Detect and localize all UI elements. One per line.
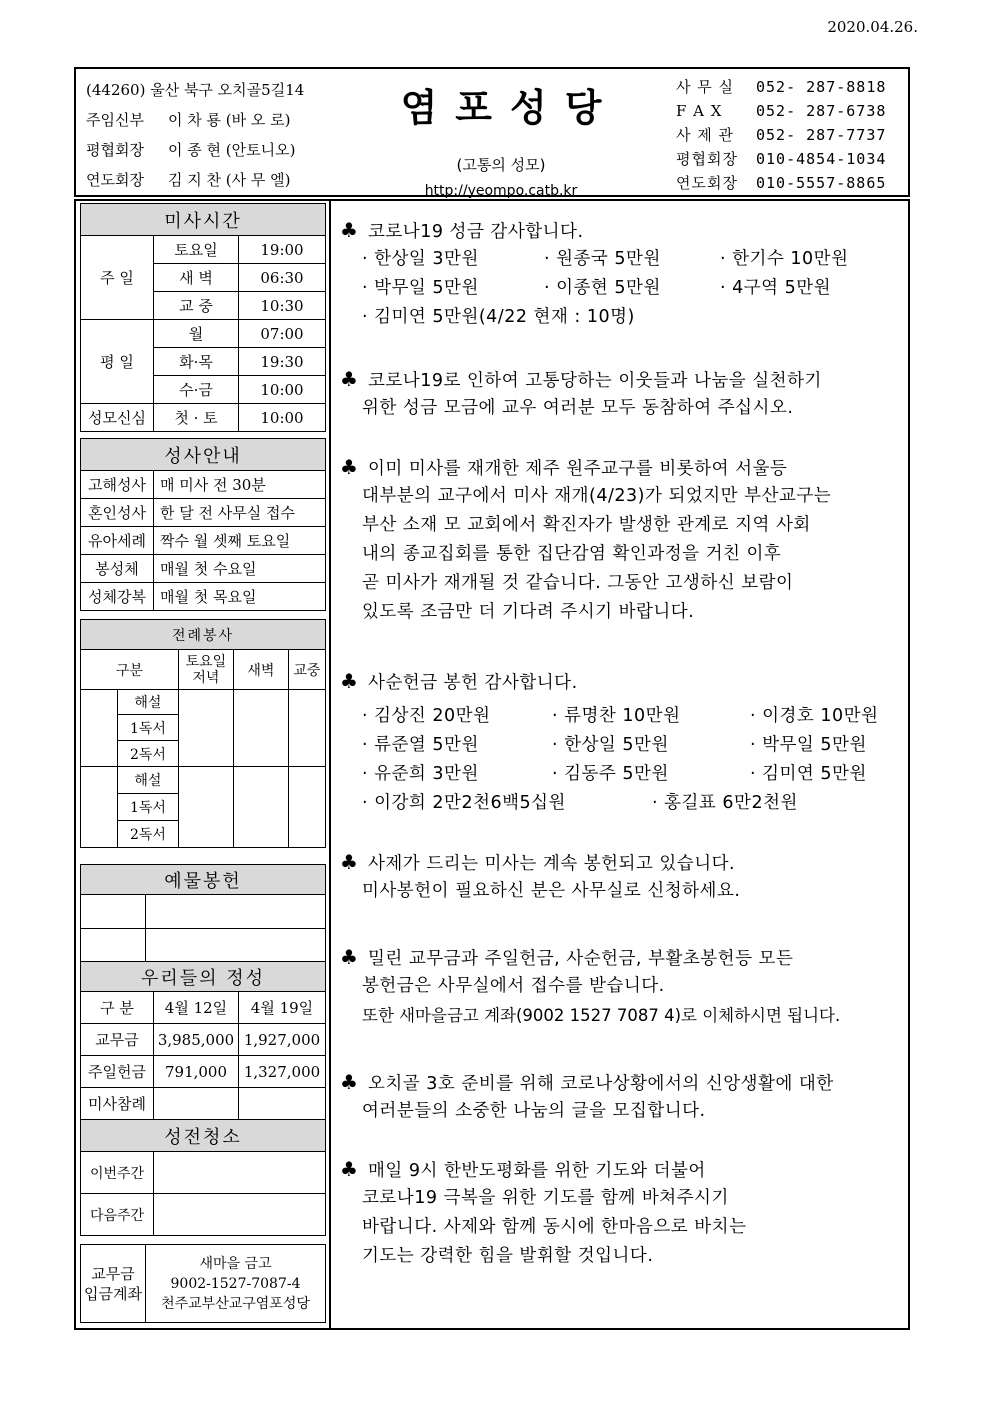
weekday-label: 평 일: [81, 320, 154, 404]
sacraments-table: [80, 438, 326, 611]
club-icon: ♣: [340, 945, 359, 969]
header-title-block: [376, 69, 626, 199]
cleaning-label: 다음주간: [81, 1194, 154, 1236]
mass-time: 10:30: [239, 292, 326, 320]
notice-title-row: [340, 667, 910, 696]
contact-label: 연도회장: [676, 174, 738, 192]
church-url[interactable]: http://yeompo.catb.kr: [424, 183, 578, 199]
account-holder: 천주교부산교구염포성당: [161, 1295, 310, 1312]
cleaning-cell: [154, 1194, 326, 1236]
account-info: [146, 1245, 326, 1323]
liturgy-cell: [178, 767, 233, 848]
notice-mass-intentions: [340, 848, 910, 906]
sacrament-info: 매월 첫 목요일: [154, 583, 326, 611]
account-bank: 새마을 금고: [199, 1255, 272, 1272]
notice-text: 오치골 3호 준비를 위해 코로나상황에서의 신앙생활에 대한: [368, 1074, 834, 1094]
account-label-2: 입금계좌: [84, 1284, 142, 1303]
liturgy-title: 전례봉사: [81, 620, 326, 650]
dedication-table: [80, 961, 326, 1120]
yeondo-row: [86, 165, 376, 195]
sacrament-info: 매월 첫 수요일: [154, 555, 326, 583]
contact-yeondo: [676, 171, 906, 195]
notice-text: 코로나19 극복을 위한 기도를 함께 바쳐주시기: [362, 1188, 729, 1208]
offering-cell: [81, 895, 146, 929]
pastor-row: [86, 105, 376, 135]
liturgy-role: 해설: [118, 767, 179, 794]
dedication-amount: 1,927,000: [239, 1024, 326, 1056]
notice-covid-donations: [340, 216, 910, 332]
council-row: [86, 135, 376, 165]
dedication-label: 주일헌금: [81, 1056, 154, 1088]
offering-table: [80, 864, 326, 963]
dedication-header: 구 분: [81, 992, 154, 1024]
council-label: 평협회장: [86, 141, 144, 159]
dedication-amount: [154, 1088, 239, 1120]
mass-day: 첫 · 토: [154, 404, 239, 432]
dedication-label: 미사참례: [81, 1088, 154, 1120]
contact-label: 사 무 실: [676, 78, 735, 96]
club-icon: ♣: [340, 850, 359, 874]
contact-number: 010-5557-8865: [756, 174, 887, 192]
notice-title-row: [340, 216, 910, 245]
mass-time: 10:00: [239, 404, 326, 432]
offering-cell: [146, 929, 326, 963]
dedication-amount: 3,985,000: [154, 1024, 239, 1056]
marian-label: 성모신심: [81, 404, 154, 432]
contact-rectory: [676, 123, 906, 147]
notice-text: 이미 미사를 재개한 제주 원주교구를 비롯하여 서울등: [368, 459, 788, 479]
bulletin-header: [74, 67, 910, 197]
cleaning-table: [80, 1119, 326, 1236]
liturgy-role: 해설: [118, 690, 179, 715]
account-table: [80, 1244, 326, 1323]
bulletin-date: 2020.04.26.: [827, 18, 918, 36]
mass-times-title: 미사시간: [81, 204, 326, 236]
liturgy-cell: [233, 767, 288, 848]
cleaning-title: 성전청소: [81, 1120, 326, 1152]
liturgy-cell: [233, 690, 288, 767]
notice-text: 위한 성금 모금에 교우 여러분 모두 동참하여 주십시오.: [362, 398, 794, 418]
notice-line: [340, 453, 910, 482]
header-contacts: [676, 75, 906, 195]
donor: · 김미연 5만원(4/22 현재 : 10명): [362, 307, 635, 327]
donor-row: [340, 245, 910, 274]
church-subtitle: (고통의 성모): [456, 156, 546, 174]
club-icon: ♣: [340, 669, 359, 693]
sacrament-label: 성체강복: [81, 583, 154, 611]
donor-row: [340, 702, 910, 731]
mass-day: 월: [154, 320, 239, 348]
mass-day: 화·목: [154, 348, 239, 376]
offering-cell: [146, 895, 326, 929]
donor: · 4구역 5만원: [720, 278, 832, 298]
notice-text: 여러분들의 소중한 나눔의 글을 모집합니다.: [362, 1101, 706, 1121]
notice-text: 곧 미사가 재개될 것 같습니다. 그동안 고생하신 보람이: [362, 573, 794, 593]
donor: · 한상일 5만원: [552, 735, 669, 755]
church-name: 염포성당: [400, 86, 620, 130]
notice-text: 봉헌금은 사무실에서 접수를 받습니다.: [362, 976, 665, 996]
notice-line: [340, 1068, 910, 1097]
notice-line: [340, 365, 910, 394]
sacrament-label: 봉성체: [81, 555, 154, 583]
contact-office: [676, 75, 906, 99]
mass-time: 07:00: [239, 320, 326, 348]
offering-cell: [81, 929, 146, 963]
donor: · 이강희 2만2천6백5십원: [362, 793, 566, 813]
donor: · 유준희 3만원: [362, 764, 479, 784]
donor: · 류준열 5만원: [362, 735, 479, 755]
sacrament-info: 짝수 월 셋째 토요일: [154, 527, 326, 555]
pastor-name: 이 차 룡 (바 오 로): [168, 111, 291, 129]
liturgy-header: 새벽: [233, 650, 288, 690]
notice-line: [340, 848, 910, 877]
donor: · 이종현 5만원: [544, 278, 661, 298]
notice-text: 밀린 교무금과 주일헌금, 사순헌금, 부활초봉헌등 모든: [368, 949, 794, 969]
mass-time: 06:30: [239, 264, 326, 292]
address: (44260) 울산 북구 오치골5길14: [86, 81, 305, 99]
notice-ochigol: [340, 1068, 910, 1126]
liturgy-role: 1독서: [118, 715, 179, 741]
sacrament-info: 한 달 전 사무실 접수: [154, 499, 326, 527]
sacrament-label: 혼인성사: [81, 499, 154, 527]
donor-row: [340, 274, 910, 303]
notice-covid-appeal: [340, 365, 910, 423]
notice-mass-resumption: [340, 453, 910, 627]
mass-time: 19:00: [239, 236, 326, 264]
council-name: 이 종 현 (안토니오): [168, 141, 296, 159]
dedication-amount: 791,000: [154, 1056, 239, 1088]
club-icon: ♣: [340, 367, 359, 391]
donor: · 이경호 10만원: [750, 706, 879, 726]
dedication-label: 교무금: [81, 1024, 154, 1056]
club-icon: ♣: [340, 218, 359, 242]
contact-label: 평협회장: [676, 150, 738, 168]
account-label: [81, 1245, 146, 1323]
notice-text: 바랍니다. 사제와 함께 동시에 한마음으로 바치는: [362, 1217, 747, 1237]
sacrament-label: 고해성사: [81, 471, 154, 499]
donor: · 한기수 10만원: [720, 249, 849, 269]
notice-text: 부산 소재 모 교회에서 확진자가 발생한 관계로 지역 사회: [362, 515, 811, 535]
notice-text: 있도록 조금만 더 기다려 주시기 바랍니다.: [362, 602, 695, 622]
club-icon: ♣: [340, 1070, 359, 1094]
notice-lent-donations: [340, 667, 910, 818]
liturgy-cell: [178, 690, 233, 767]
column-divider: [329, 199, 331, 1330]
offering-title: 예물봉헌: [81, 865, 326, 895]
sunday-label: 주 일: [81, 236, 154, 320]
donor-row: [340, 303, 910, 332]
notice-text: 대부분의 교구에서 미사 재개(4/23)가 되었지만 부산교구는: [362, 486, 832, 506]
contact-number: 052- 287-7737: [756, 126, 887, 144]
liturgy-group-cell: [81, 690, 118, 767]
notice-text: 기도는 강력한 힘을 발휘할 것입니다.: [362, 1246, 654, 1266]
mass-day: 새 벽: [154, 264, 239, 292]
yeondo-name: 김 지 찬 (사 무 엘): [168, 171, 291, 189]
dedication-header: 4월 12일: [154, 992, 239, 1024]
mass-day: 교 중: [154, 292, 239, 320]
dedication-header: 4월 19일: [239, 992, 326, 1024]
liturgy-cell: [288, 690, 325, 767]
notice-line: [340, 943, 910, 972]
mass-times-table: [80, 203, 326, 432]
donor: · 김동주 5만원: [552, 764, 669, 784]
cleaning-cell: [154, 1152, 326, 1194]
contact-number: 052- 287-8818: [756, 78, 887, 96]
pastor-label: 주임신부: [86, 111, 144, 129]
donor-row: [340, 760, 910, 789]
mass-day: 수·금: [154, 376, 239, 404]
notice-text: 코로나19로 인하여 고통당하는 이웃들과 나눔을 실천하기: [368, 371, 822, 391]
liturgy-role: 2독서: [118, 741, 179, 767]
notice-text: 사제가 드리는 미사는 계속 봉헌되고 있습니다.: [368, 854, 736, 874]
club-icon: ♣: [340, 1157, 359, 1181]
mass-time: 19:30: [239, 348, 326, 376]
header-info: [86, 75, 376, 195]
contact-label: F A X: [676, 102, 723, 120]
cleaning-label: 이번주간: [81, 1152, 154, 1194]
contact-label: 사 제 관: [676, 126, 735, 144]
yeondo-label: 연도회장: [86, 171, 144, 189]
liturgy-header: 구분: [81, 650, 179, 690]
notice-text: 내의 종교집회를 통한 집단감염 확인과정을 거친 이후: [362, 544, 782, 564]
sacrament-label: 유아세례: [81, 527, 154, 555]
donor: · 원종국 5만원: [544, 249, 661, 269]
donor: · 한상일 3만원: [362, 249, 479, 269]
notice-text: 또한 새마을금고 계좌(9002 1527 7087 4)로 이체하시면 됩니다.: [362, 1006, 841, 1025]
liturgy-header: 토요일 저녁: [178, 650, 233, 690]
contact-number: 052- 287-6738: [756, 102, 887, 120]
dedication-amount: 1,327,000: [239, 1056, 326, 1088]
mass-day: 토요일: [154, 236, 239, 264]
donor: · 류명찬 10만원: [552, 706, 681, 726]
donor: · 홍길표 6만2천원: [652, 793, 798, 813]
liturgy-group-cell: [81, 767, 118, 848]
account-label-1: 교무금: [91, 1264, 135, 1283]
contact-number: 010-4854-1034: [756, 150, 887, 168]
contact-fax: [676, 99, 906, 123]
donor: · 박무일 5만원: [750, 735, 867, 755]
sacraments-title: 성사안내: [81, 439, 326, 471]
notice-prayer: [340, 1155, 910, 1271]
liturgy-cell: [288, 767, 325, 848]
sacrament-info: 매 미사 전 30분: [154, 471, 326, 499]
dedication-amount: [239, 1088, 326, 1120]
notice-text: 미사봉헌이 필요하신 분은 사무실로 신청하세요.: [362, 881, 741, 901]
donor-row: [340, 789, 910, 818]
donor-row: [340, 731, 910, 760]
mass-time: 10:00: [239, 376, 326, 404]
donor: · 김상진 20만원: [362, 706, 491, 726]
donor: · 박무일 5만원: [362, 278, 479, 298]
liturgy-role: 1독서: [118, 794, 179, 821]
dedication-title: 우리들의 정성: [81, 962, 326, 992]
notice-offertory: [340, 943, 910, 1030]
notice-line: [340, 1155, 910, 1184]
liturgy-role: 2독서: [118, 821, 179, 848]
notice-text: 매일 9시 한반도평화를 위한 기도와 더불어: [368, 1161, 706, 1181]
contact-council: [676, 147, 906, 171]
account-number: 9002-1527-7087-4: [170, 1275, 301, 1292]
notice-title: 사순헌금 봉헌 감사합니다.: [368, 673, 578, 693]
club-icon: ♣: [340, 455, 359, 479]
donor: · 김미연 5만원: [750, 764, 867, 784]
liturgy-header: 교중: [288, 650, 325, 690]
liturgy-table: [80, 619, 326, 848]
notice-title: 코로나19 성금 감사합니다.: [368, 222, 584, 242]
